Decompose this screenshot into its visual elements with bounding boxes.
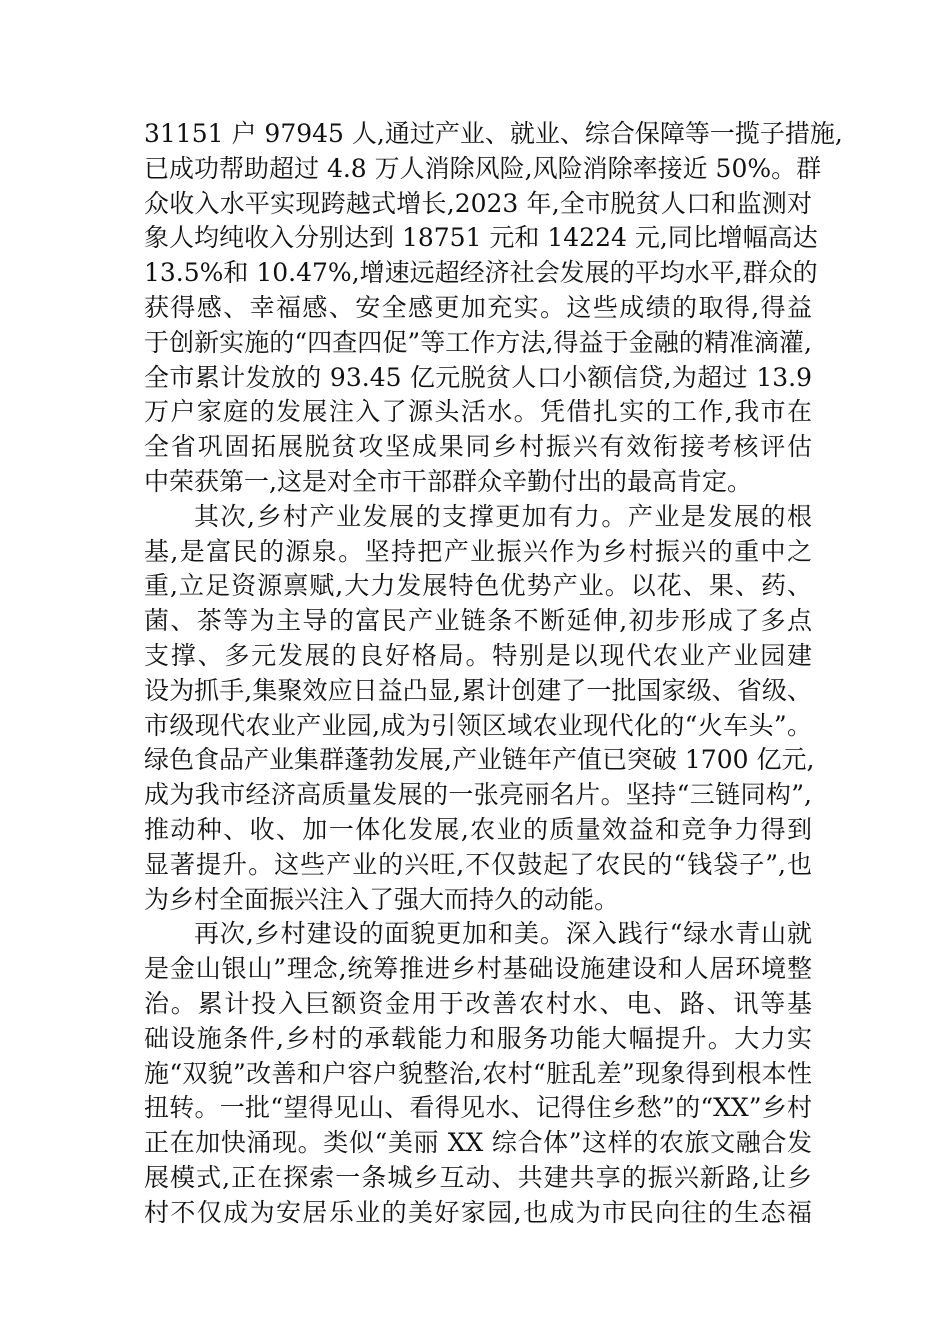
text-line: 治。累计投入巨额资金用于改善农村水、电、路、讯等基 <box>144 988 812 1018</box>
text-line: 展模式,正在探索一条城乡互动、共建共享的振兴新路,让乡 <box>144 1162 812 1192</box>
text-line: 已成功帮助超过 4.8 万人消除风险,风险消除率接近 50%。群 <box>144 153 822 183</box>
text-line: 再次,乡村建设的面貌更加和美。深入践行“绿水青山就 <box>194 919 812 949</box>
text-line: 中荣获第一,这是对全市干部群众辛勤付出的最高肯定。 <box>144 466 752 496</box>
text-line: 全省巩固拓展脱贫攻坚成果同乡村振兴有效衔接考核评估 <box>144 432 812 462</box>
text-line: 市级现代农业产业园,成为引领区域农业现代化的“火车头”。 <box>144 710 812 740</box>
text-line: 象人均纯收入分别达到 18751 元和 14224 元,同比增幅高达 <box>144 223 818 253</box>
text-line: 推动种、收、加一体化发展,农业的质量效益和竞争力得到 <box>144 814 812 844</box>
text-line: 万户家庭的发展注入了源头活水。凭借扎实的工作,我市在 <box>144 397 812 427</box>
text-line: 31151 户 97945 人,通过产业、就业、综合保障等一揽子措施, <box>144 119 843 148</box>
text-line: 众收入水平实现跨越式增长,2023 年,全市脱贫人口和监测对 <box>144 188 812 218</box>
text-line: 是金山银山”理念,统筹推进乡村基础设施建设和人居环境整 <box>144 954 812 984</box>
text-line: 显著提升。这些产业的兴旺,不仅鼓起了农民的“钱袋子”,也 <box>144 849 812 879</box>
text-line: 成为我市经济高质量发展的一张亮丽名片。坚持“三链同构”, <box>144 780 812 810</box>
paragraph <box>144 500 815 918</box>
text-line: 基,是富民的源泉。坚持把产业振兴作为乡村振兴的重中之 <box>144 536 812 566</box>
text-line: 扭转。一批“望得见山、看得见水、记得住乡愁”的“XX”乡村 <box>144 1093 812 1123</box>
text-line: 重,立足资源禀赋,大力发展特色优势产业。以花、果、药、 <box>144 571 812 601</box>
body-text <box>144 117 843 1231</box>
text-line: 设为抓手,集聚效应日益凸显,累计创建了一批国家级、省级、 <box>144 675 812 705</box>
text-line: 获得感、幸福感、安全感更加充实。这些成绩的取得,得益 <box>144 292 812 322</box>
text-line: 全市累计发放的 93.45 亿元脱贫人口小额信贷,为超过 13.9 <box>144 362 812 392</box>
text-line: 13.5%和 10.47%,增速远超经济社会发展的平均水平,群众的 <box>144 258 818 288</box>
paragraph <box>144 917 812 1230</box>
text-line: 施“双貌”改善和户容户貌整治,农村“脏乱差”现象得到根本性 <box>144 1058 812 1088</box>
text-line: 菌、茶等为主导的富民产业链条不断延伸,初步形成了多点 <box>144 606 812 636</box>
text-line: 支撑、多元发展的良好格局。特别是以现代农业产业园建 <box>144 640 812 670</box>
paragraph <box>144 117 843 500</box>
text-line: 绿色食品产业集群蓬勃发展,产业链年产值已突破 1700 亿元, <box>144 745 815 775</box>
text-line: 村不仅成为安居乐业的美好家园,也成为市民向往的生态福 <box>144 1197 812 1227</box>
text-line: 正在加快涌现。类似“美丽 XX 综合体”这样的农旅文融合发 <box>144 1128 812 1158</box>
text-line: 其次,乡村产业发展的支撑更加有力。产业是发展的根 <box>194 501 812 531</box>
text-line: 础设施条件,乡村的承载能力和服务功能大幅提升。大力实 <box>144 1023 812 1053</box>
text-line: 为乡村全面振兴注入了强大而持久的动能。 <box>144 884 620 914</box>
text-line: 于创新实施的“四查四促”等工作方法,得益于金融的精准滴灌, <box>144 327 812 357</box>
